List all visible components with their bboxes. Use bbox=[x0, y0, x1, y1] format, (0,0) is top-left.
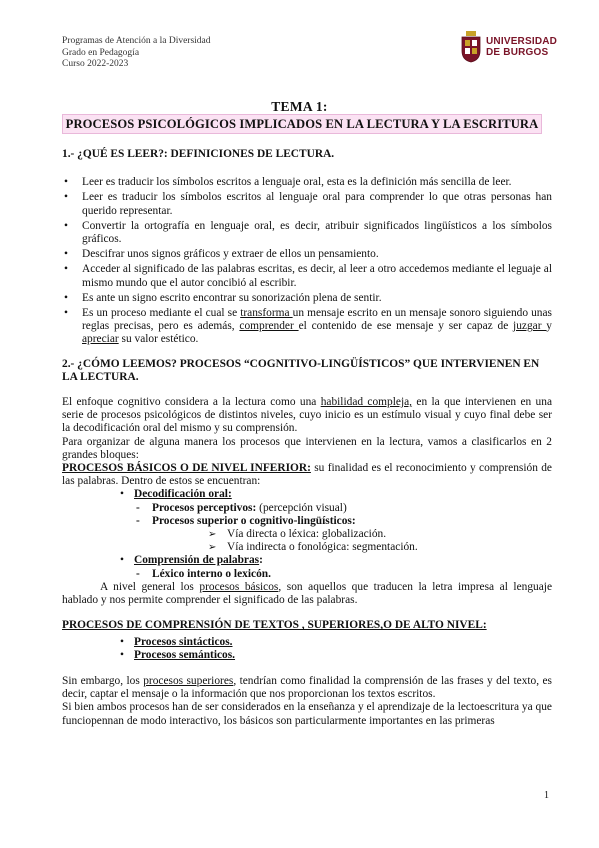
text-run: A nivel general los bbox=[100, 580, 200, 593]
header-course: Curso 2022-2023 bbox=[62, 59, 129, 69]
text-run: un mensaje escrito en un mensaje sonoro siguiendo unas reglas precisas, pero es además, bbox=[82, 307, 552, 333]
definition-item: • Leer es traducir los símbolos escritos al lenguaje oral para comprender lo que otras personas han querido representar. bbox=[62, 191, 552, 217]
paragraph-final-2: Si bien ambos procesos han de ser considerados en la enseñanza y el aprendizaje de la lectoescritura ya que funciopennan de modo interactivo, los básicos son particularmente importantes en las primeras bbox=[62, 701, 552, 727]
definition-item: • Es ante un signo escrito encontrar su sonorización plena de sentir. bbox=[62, 292, 552, 305]
text-run: : bbox=[259, 554, 263, 567]
paragraph-basic bbox=[62, 462, 552, 488]
paragraph-intro bbox=[62, 396, 552, 436]
list-item-sintacticos bbox=[62, 636, 552, 649]
text-run: Sin embargo, los bbox=[62, 674, 144, 687]
term: Decodificación oral: bbox=[134, 488, 232, 501]
text-run: (percepción visual) bbox=[256, 501, 347, 514]
underlined-term: comprender bbox=[239, 320, 299, 333]
list-item-via-directa: ➢ Vía directa o léxica: globalización. bbox=[62, 528, 552, 541]
text-run: , son aquellos que traducen la letra impresa al lenguaje hablado y nos permite comprender el significado de las palabras. bbox=[62, 580, 552, 607]
logo-line1: UNIVERSIDAD bbox=[486, 36, 558, 47]
definitions-list bbox=[62, 176, 552, 346]
definition-item: • Acceder al significado de las palabras escritas, es decir, al leer a otro accedemos mediante el leguaje al mismo mundo que el autor concibió al escribir. bbox=[62, 263, 552, 289]
document-title: PROCESOS PSICOLÓGICOS IMPLICADOS EN LA LECTURA Y LA ESCRITURA bbox=[62, 114, 542, 134]
text-run: , tendrían como finalidad la comprensión de las frases y del texto, es decir, captar el mensaje o la información que nos proporcionan los textos escritos. bbox=[62, 674, 552, 701]
definition-item: • Convertir la ortografía en lenguaje oral, es decir, atribuir significados lingüísticos a los símbolos gráficos. bbox=[62, 220, 552, 246]
tema-heading: TEMA 1: bbox=[271, 99, 328, 114]
paragraph-organize: Para organizar de alguna manera los procesos que intervienen en la lectura, vamos a clasificarlos en 2 grandes bloques: bbox=[62, 435, 552, 461]
list-item-via-indirecta: ➢ Vía indirecta o fonológica: segmentación. bbox=[62, 541, 552, 554]
term: Léxico interno o lexicón. bbox=[152, 567, 271, 580]
list-item-perceptivos bbox=[62, 502, 552, 515]
logo-line2: DE BURGOS bbox=[486, 47, 549, 58]
shield-crest-icon bbox=[460, 31, 482, 63]
header-course-info bbox=[62, 36, 211, 71]
section1-heading: 1.- ¿QUÉ ES LEER?: DEFINICIONES DE LECTURA. bbox=[62, 148, 335, 160]
list-item-semanticos bbox=[62, 649, 552, 662]
text-run: El enfoque cognitivo considera a la lectura como una bbox=[62, 396, 321, 409]
term: Comprensión de palabras bbox=[134, 554, 260, 567]
basic-processes-title: PROCESOS BÁSICOS O DE NIVEL INFERIOR: bbox=[62, 462, 311, 475]
text-run: su finalidad es el reconocimiento y comprensión de las palabras. Dentro de estos se encuentran: bbox=[62, 462, 552, 488]
text-run: Es un proceso mediante el cual se bbox=[82, 307, 241, 320]
text-run: en la que intervienen en una serie de procesos psicológicos de distintos niveles, cuyo inicio es un estímulo visual y cuyo final debe ser la decodificación oral del mismo y su comprensión. bbox=[62, 396, 553, 435]
list-item-comprension bbox=[62, 554, 552, 567]
text-run: el contenido de ese mensaje y ser capaz de bbox=[298, 320, 514, 333]
list-item-superior bbox=[62, 515, 552, 528]
underlined-term: apreciar bbox=[82, 333, 119, 346]
paragraph-final bbox=[62, 675, 552, 701]
term: Procesos semánticos. bbox=[134, 648, 236, 661]
logo-wordmark bbox=[486, 36, 557, 58]
text-run: y bbox=[546, 320, 552, 333]
page-number: 1 bbox=[544, 790, 549, 801]
definition-item: • Leer es traducir los símbolos escritos a lenguaje oral, esta es la definición más sencilla de leer. bbox=[62, 176, 552, 189]
list-item-lexico bbox=[62, 568, 552, 581]
term: Procesos perceptivos: bbox=[152, 501, 257, 514]
header-program: Programas de Atención a la Diversidad bbox=[62, 36, 211, 46]
university-logo bbox=[460, 31, 557, 63]
definition-item bbox=[62, 307, 552, 347]
underlined-term: habilidad compleja, bbox=[320, 396, 413, 409]
text-run: su valor estético. bbox=[118, 333, 199, 346]
underlined-term: transforma bbox=[240, 307, 293, 320]
document-body bbox=[62, 148, 552, 728]
underlined-term: procesos básicos bbox=[199, 580, 279, 593]
list-item-decodificacion bbox=[62, 488, 552, 501]
definition-item: • Descifrar unos signos gráficos y extraer de ellos un pensamiento. bbox=[62, 248, 552, 261]
header-degree: Grado en Pedagogía bbox=[62, 47, 140, 58]
term: Procesos superior o cognitivo-lingüísticos: bbox=[152, 514, 356, 527]
underlined-term: procesos superiores bbox=[143, 674, 234, 687]
paragraph-general bbox=[62, 581, 552, 607]
superior-processes-title: PROCESOS DE COMPRENSIÓN DE TEXTOS , SUPERIORES,O DE ALTO NIVEL: bbox=[62, 619, 487, 632]
underlined-term: juzgar bbox=[513, 320, 547, 333]
term: Procesos sintácticos. bbox=[134, 635, 233, 648]
section2-heading: 2.- ¿CÓMO LEEMOS? PROCESOS “COGNITIVO-LINGÜÍSTICOS” QUE INTERVIENEN EN LA LECTURA. bbox=[62, 357, 540, 383]
